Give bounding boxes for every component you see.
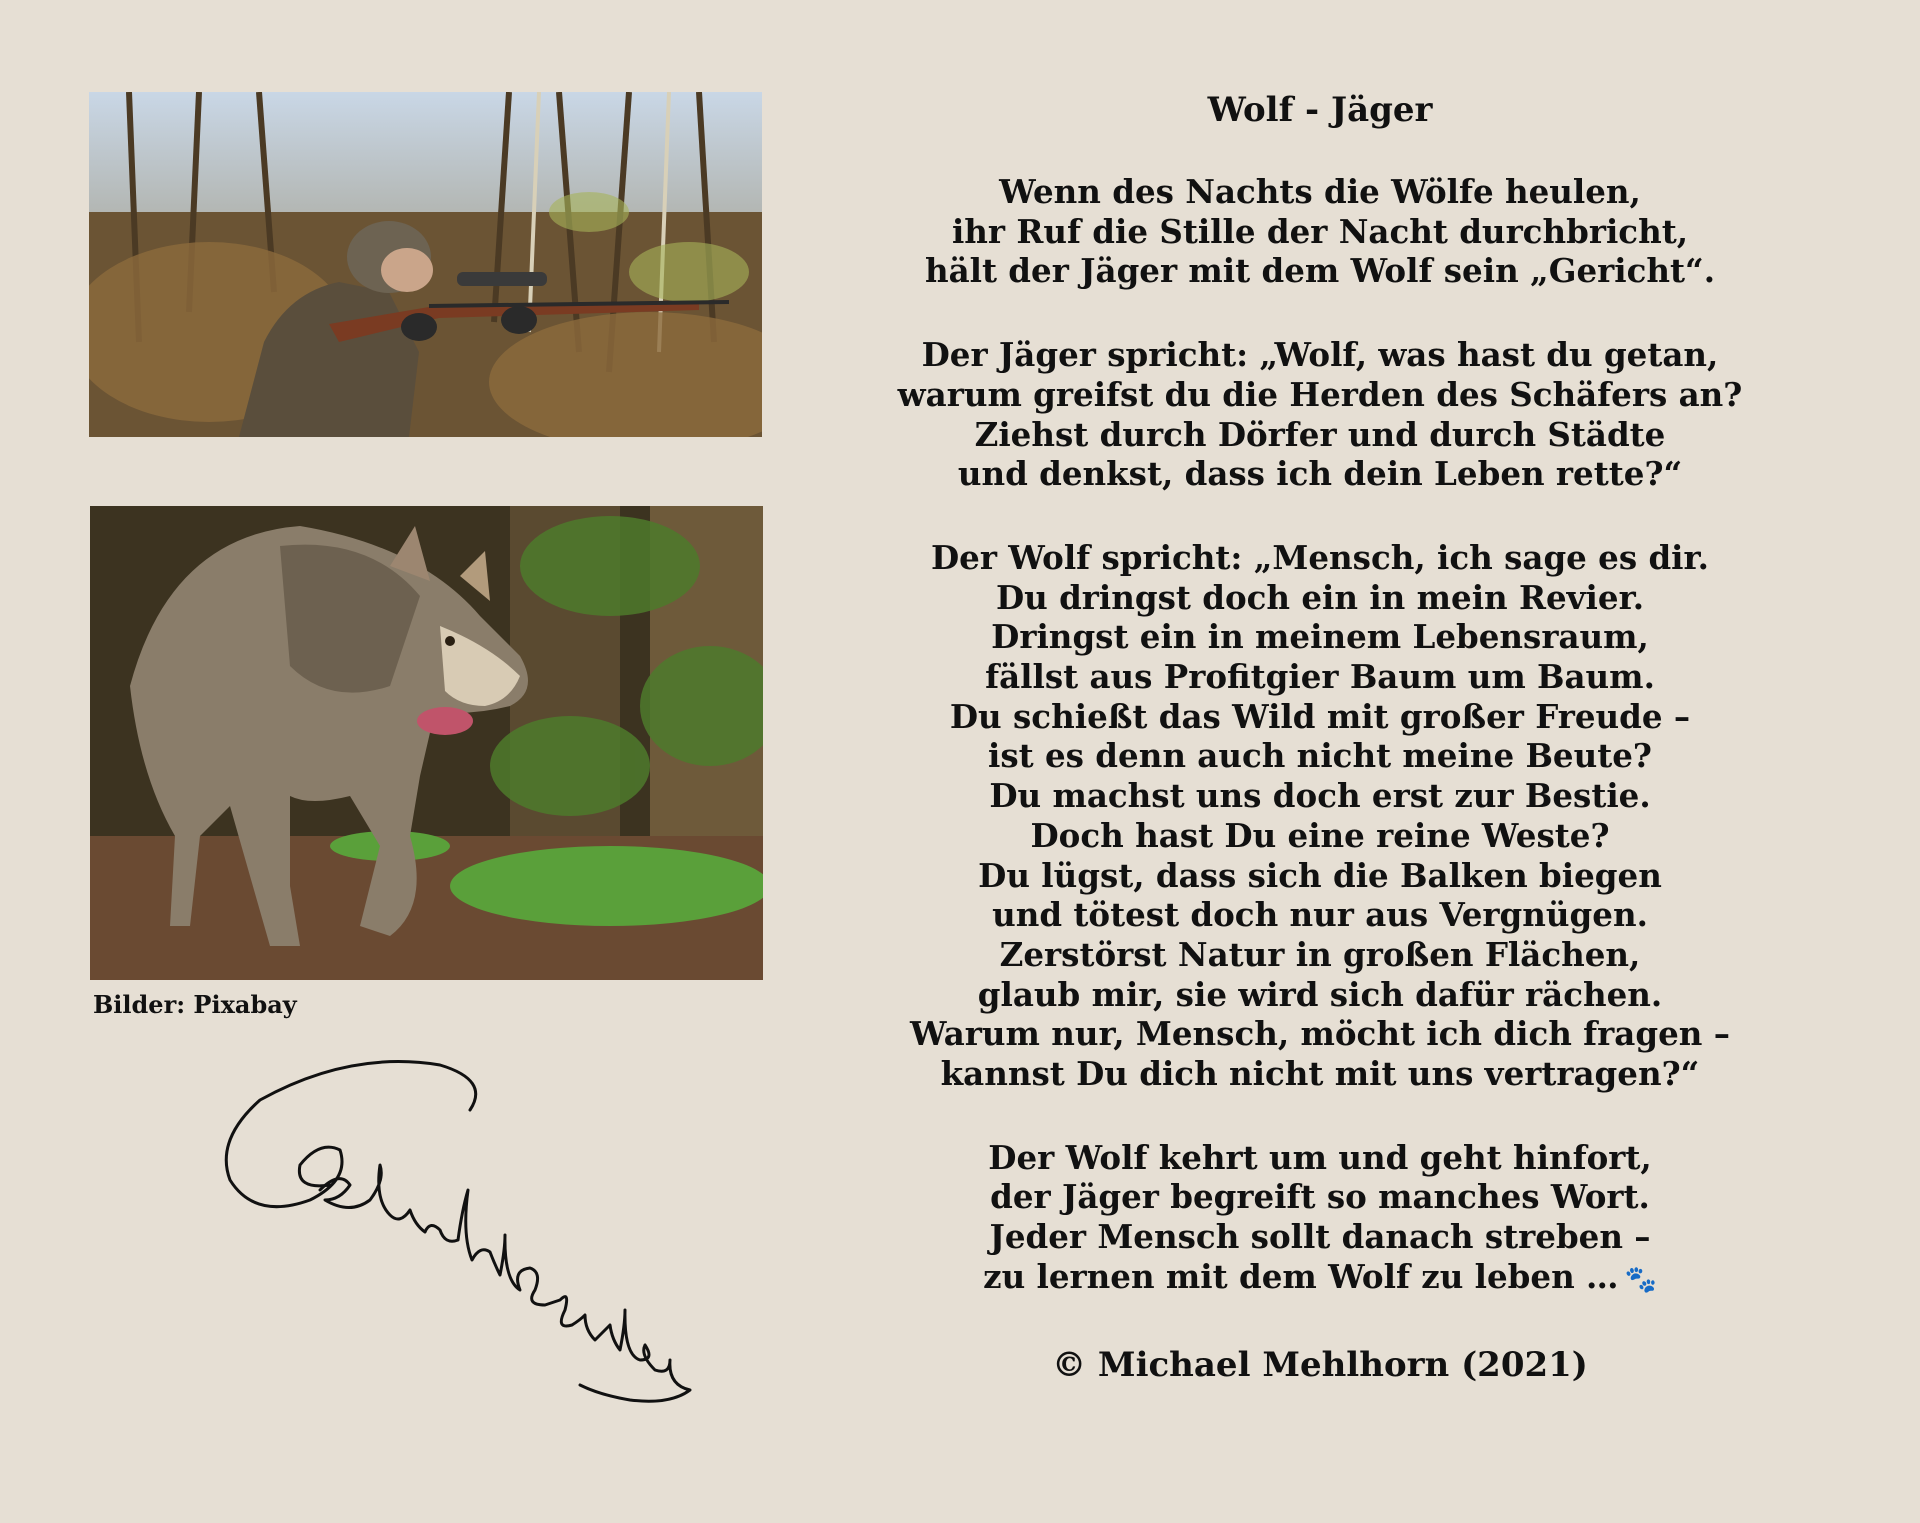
poem-line: Jeder Mensch sollt danach streben – bbox=[989, 1217, 1651, 1257]
poem-line: Dringst ein in meinem Lebensraum, bbox=[991, 617, 1649, 657]
poem-line-last bbox=[860, 1257, 1780, 1301]
poem-line: Der Wolf spricht: „Mensch, ich sage es dir. bbox=[931, 537, 1709, 577]
poem-line: der Jäger begreift so manches Wort. bbox=[990, 1177, 1650, 1217]
poem-line-last-text: zu lernen mit dem Wolf zu leben … bbox=[983, 1256, 1619, 1296]
poem bbox=[860, 88, 1780, 1387]
poem-line: und denkst, dass ich dein Leben rette?“ bbox=[957, 454, 1683, 494]
hunter-photo bbox=[89, 92, 762, 437]
poem-line: und tötest doch nur aus Vergnügen. bbox=[992, 895, 1648, 935]
stanza-1 bbox=[860, 172, 1780, 291]
poem-line: Zerstörst Natur in großen Flächen, bbox=[999, 934, 1641, 974]
copyright: © Michael Mehlhorn (2021) bbox=[1052, 1344, 1588, 1385]
stanza-2 bbox=[860, 335, 1780, 494]
image-credit: Bilder: Pixabay bbox=[93, 990, 297, 1019]
poem-line: kannst Du dich nicht mit uns vertragen?“ bbox=[940, 1054, 1700, 1094]
poem-line: Der Jäger spricht: „Wolf, was hast du getan, bbox=[921, 335, 1719, 375]
paw-print-icon: 🐾 bbox=[1624, 1264, 1657, 1295]
poem-line: Du dringst doch ein in mein Revier. bbox=[995, 577, 1645, 617]
poem-line: Du machst uns doch erst zur Bestie. bbox=[989, 776, 1651, 816]
gedichtezauber-signature bbox=[200, 1040, 700, 1420]
stanza-3 bbox=[860, 538, 1780, 1094]
poem-line: hält der Jäger mit dem Wolf sein „Gericht“. bbox=[924, 251, 1716, 291]
poem-line: warum greifst du die Herden des Schäfers an? bbox=[897, 374, 1743, 414]
wolf-photo-illustration bbox=[90, 506, 763, 980]
poem-line: ist es denn auch nicht meine Beute? bbox=[988, 736, 1652, 776]
poem-line: glaub mir, sie wird sich dafür rächen. bbox=[977, 974, 1663, 1014]
poem-line: ihr Ruf die Stille der Nacht durchbricht, bbox=[951, 211, 1689, 251]
poem-line: Du lügst, dass sich die Balken biegen bbox=[978, 855, 1662, 895]
poem-line: Ziehst durch Dörfer und durch Städte bbox=[974, 414, 1666, 454]
poem-title: Wolf - Jäger bbox=[1207, 90, 1433, 130]
wolf-photo bbox=[90, 506, 763, 980]
poem-line: Du schießt das Wild mit großer Freude – bbox=[949, 696, 1691, 736]
poem-line: fällst aus Profitgier Baum um Baum. bbox=[985, 657, 1655, 697]
poem-line: Wenn des Nachts die Wölfe heulen, bbox=[999, 172, 1641, 211]
poem-line: Doch hast Du eine reine Weste? bbox=[1030, 815, 1610, 855]
poem-line: Der Wolf kehrt um und geht hinfort, bbox=[988, 1137, 1652, 1177]
poem-line: Warum nur, Mensch, möcht ich dich fragen – bbox=[910, 1014, 1730, 1054]
stanza-4 bbox=[860, 1138, 1780, 1301]
hunter-photo-illustration bbox=[89, 92, 762, 437]
